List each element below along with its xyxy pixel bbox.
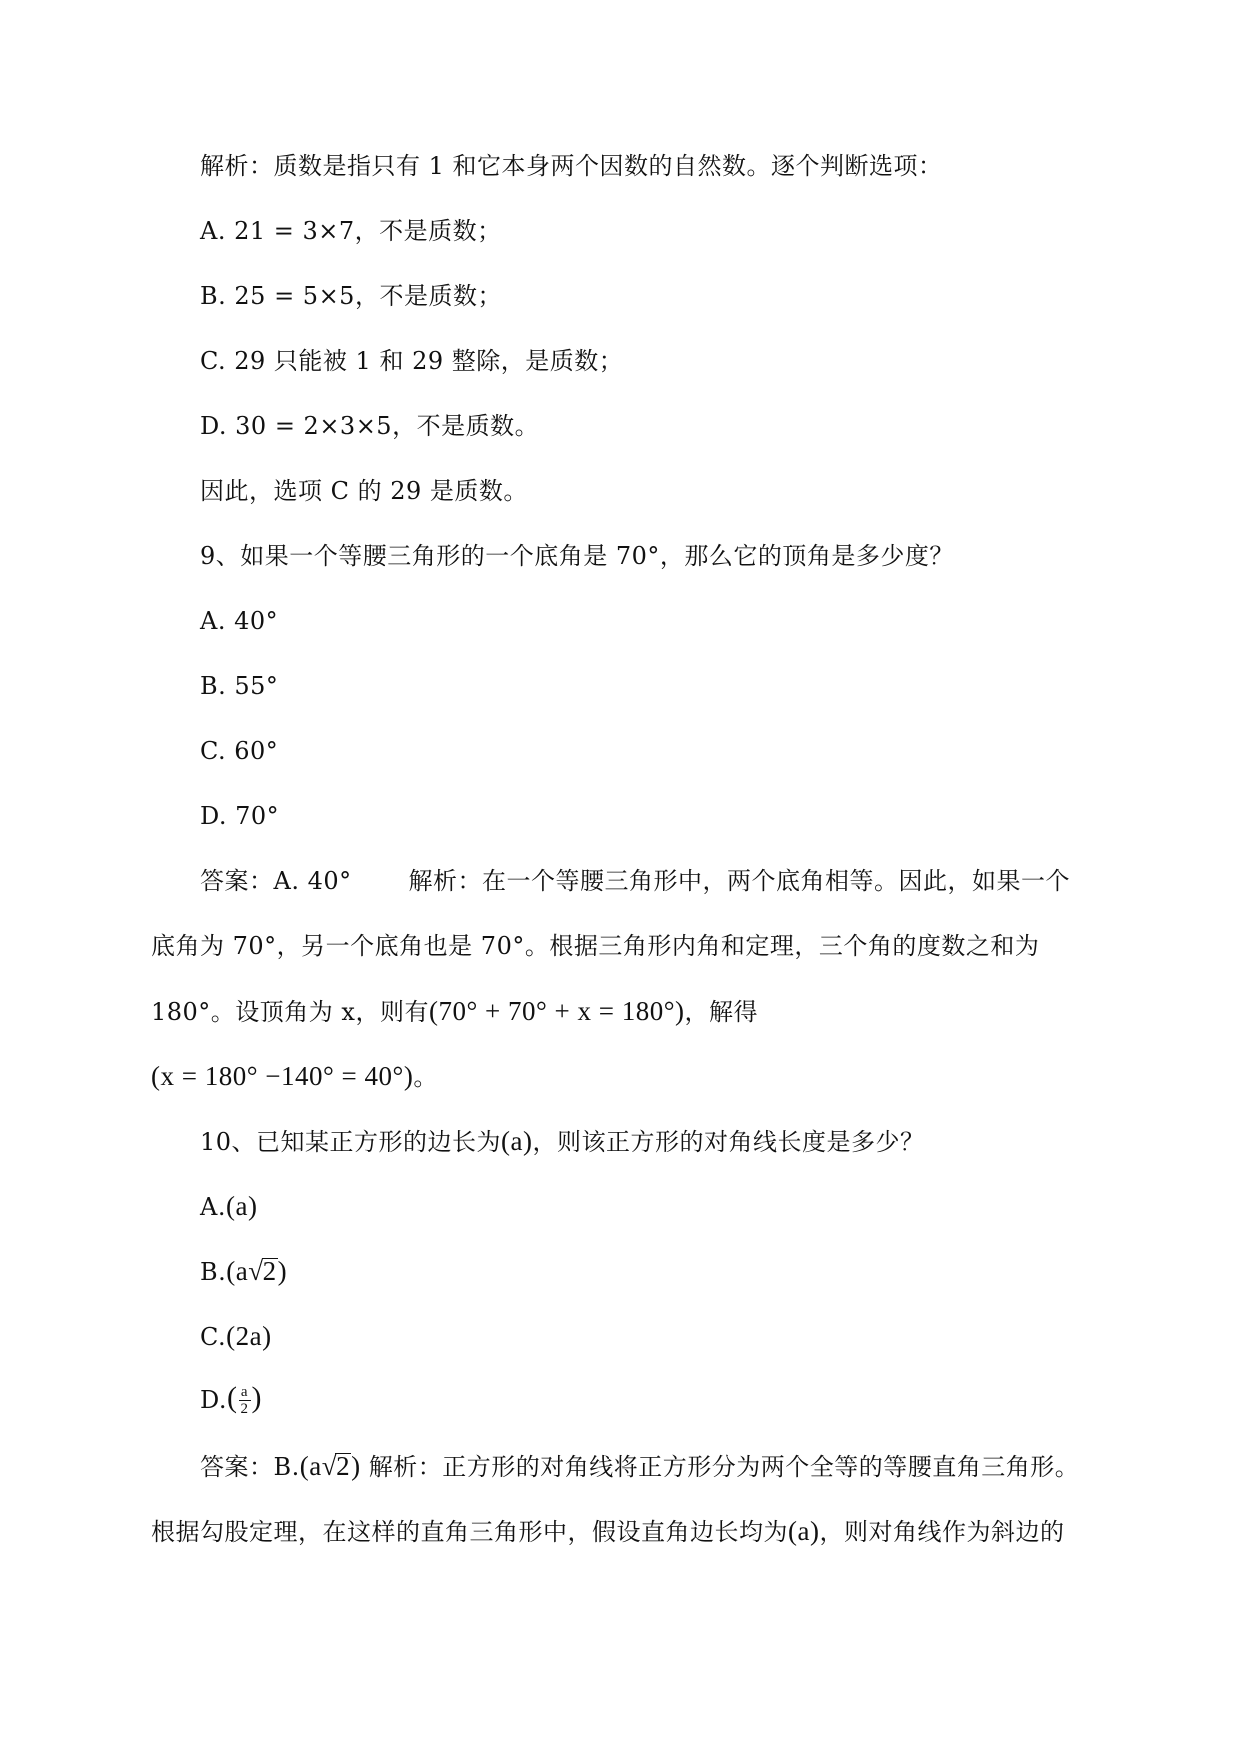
radicand: 2 xyxy=(336,1451,351,1481)
q9-answer-line3 xyxy=(151,996,758,1027)
q9-answer-line2: 底角为 70°，另一个底角也是 70°。根据三角形内角和定理，三个角的度数之和为 xyxy=(151,932,1040,960)
q10-question-tail: ，则该正方形的对角线长度是多少？ xyxy=(532,1128,925,1156)
q10-option-d-label: D. xyxy=(200,1385,228,1414)
q10-option-c-label: C. xyxy=(200,1323,227,1351)
q9-answer-line3-tail: ，解得 xyxy=(684,998,759,1026)
q10-answer-pre: (a xyxy=(299,1451,322,1481)
q9-answer-line3-text: 180°。设顶角为 x，则有 xyxy=(151,998,429,1026)
q9-option-d: D. 70° xyxy=(200,802,280,830)
sqrt-icon xyxy=(322,1451,351,1481)
q9-question: 9、如果一个等腰三角形的一个底角是 70°，那么它的顶角是多少度？ xyxy=(200,542,954,570)
q10-answer-explanation: 解析：正方形的对角线将正方形分为两个全等的等腰直角三角形。 xyxy=(360,1453,1080,1481)
q10-answer-post: ) xyxy=(351,1451,361,1481)
q10-option-a-math: (a) xyxy=(225,1191,258,1221)
q10-option-b xyxy=(200,1256,287,1287)
radical-sign: √ xyxy=(248,1256,264,1286)
q10-question-math: (a) xyxy=(501,1126,533,1156)
q10-question-text: 10、已知某正方形的边长为 xyxy=(200,1128,502,1156)
q10-option-b-post: ) xyxy=(277,1256,288,1286)
q9-option-b: B. 55° xyxy=(200,672,279,700)
q10-option-a xyxy=(200,1191,257,1222)
q8-line-d: D. 30 = 2×3×5，不是质数。 xyxy=(200,412,540,440)
q10-option-b-label: B. xyxy=(200,1258,227,1286)
q10-option-a-label: A. xyxy=(200,1193,226,1221)
radical-sign: √ xyxy=(321,1451,338,1481)
q10-answer-label: 答案：B. xyxy=(200,1453,300,1481)
q10-answer-line2-tail: ，则对角线作为斜边的 xyxy=(819,1518,1065,1546)
q10-answer-line2-math: (a) xyxy=(788,1516,820,1546)
radicand: 2 xyxy=(262,1256,277,1286)
sqrt-icon xyxy=(248,1256,277,1286)
q8-explanation-intro: 解析：质数是指只有 1 和它本身两个因数的自然数。逐个判断选项： xyxy=(200,152,943,180)
q9-equation-2: (x = 180° −140° = 40°) xyxy=(151,1061,414,1091)
q8-line-a: A. 21 = 3×7，不是质数； xyxy=(200,217,502,245)
q10-option-d xyxy=(200,1383,262,1417)
q9-answer-line1: 答案：A. 40° 解析：在一个等腰三角形中，两个底角相等。因此，如果一个 xyxy=(200,867,1071,895)
q10-option-c-math: (2a) xyxy=(226,1321,272,1351)
q8-line-c: C. 29 只能被 1 和 29 整除，是质数； xyxy=(200,347,624,375)
fraction-numerator: a xyxy=(239,1384,251,1401)
q9-equation-1: (70° + 70° + x = 180°) xyxy=(428,996,685,1026)
fraction-denominator: 2 xyxy=(240,1400,249,1417)
q9-answer-line4 xyxy=(151,1061,438,1092)
q10-answer-line2-text: 根据勾股定理，在这样的直角三角形中，假设直角边长均为 xyxy=(151,1518,788,1546)
q10-answer-line2 xyxy=(151,1516,1064,1547)
q10-option-c xyxy=(200,1321,272,1352)
q10-answer-line1 xyxy=(200,1451,1079,1482)
q10-question xyxy=(200,1126,925,1157)
q9-option-c: C. 60° xyxy=(200,737,279,765)
q9-answer-line4-tail: 。 xyxy=(413,1063,438,1091)
q10-option-b-math xyxy=(226,1256,287,1286)
q10-option-b-pre: (a xyxy=(226,1256,249,1286)
fraction-icon: ( $\frac{a}{2}$ ) xyxy=(227,1381,263,1417)
q10-answer-math xyxy=(300,1451,361,1481)
q9-option-a: A. 40° xyxy=(200,607,279,635)
q8-line-b: B. 25 = 5×5，不是质数； xyxy=(200,282,502,310)
q8-conclusion: 因此，选项 C 的 29 是质数。 xyxy=(200,477,528,505)
